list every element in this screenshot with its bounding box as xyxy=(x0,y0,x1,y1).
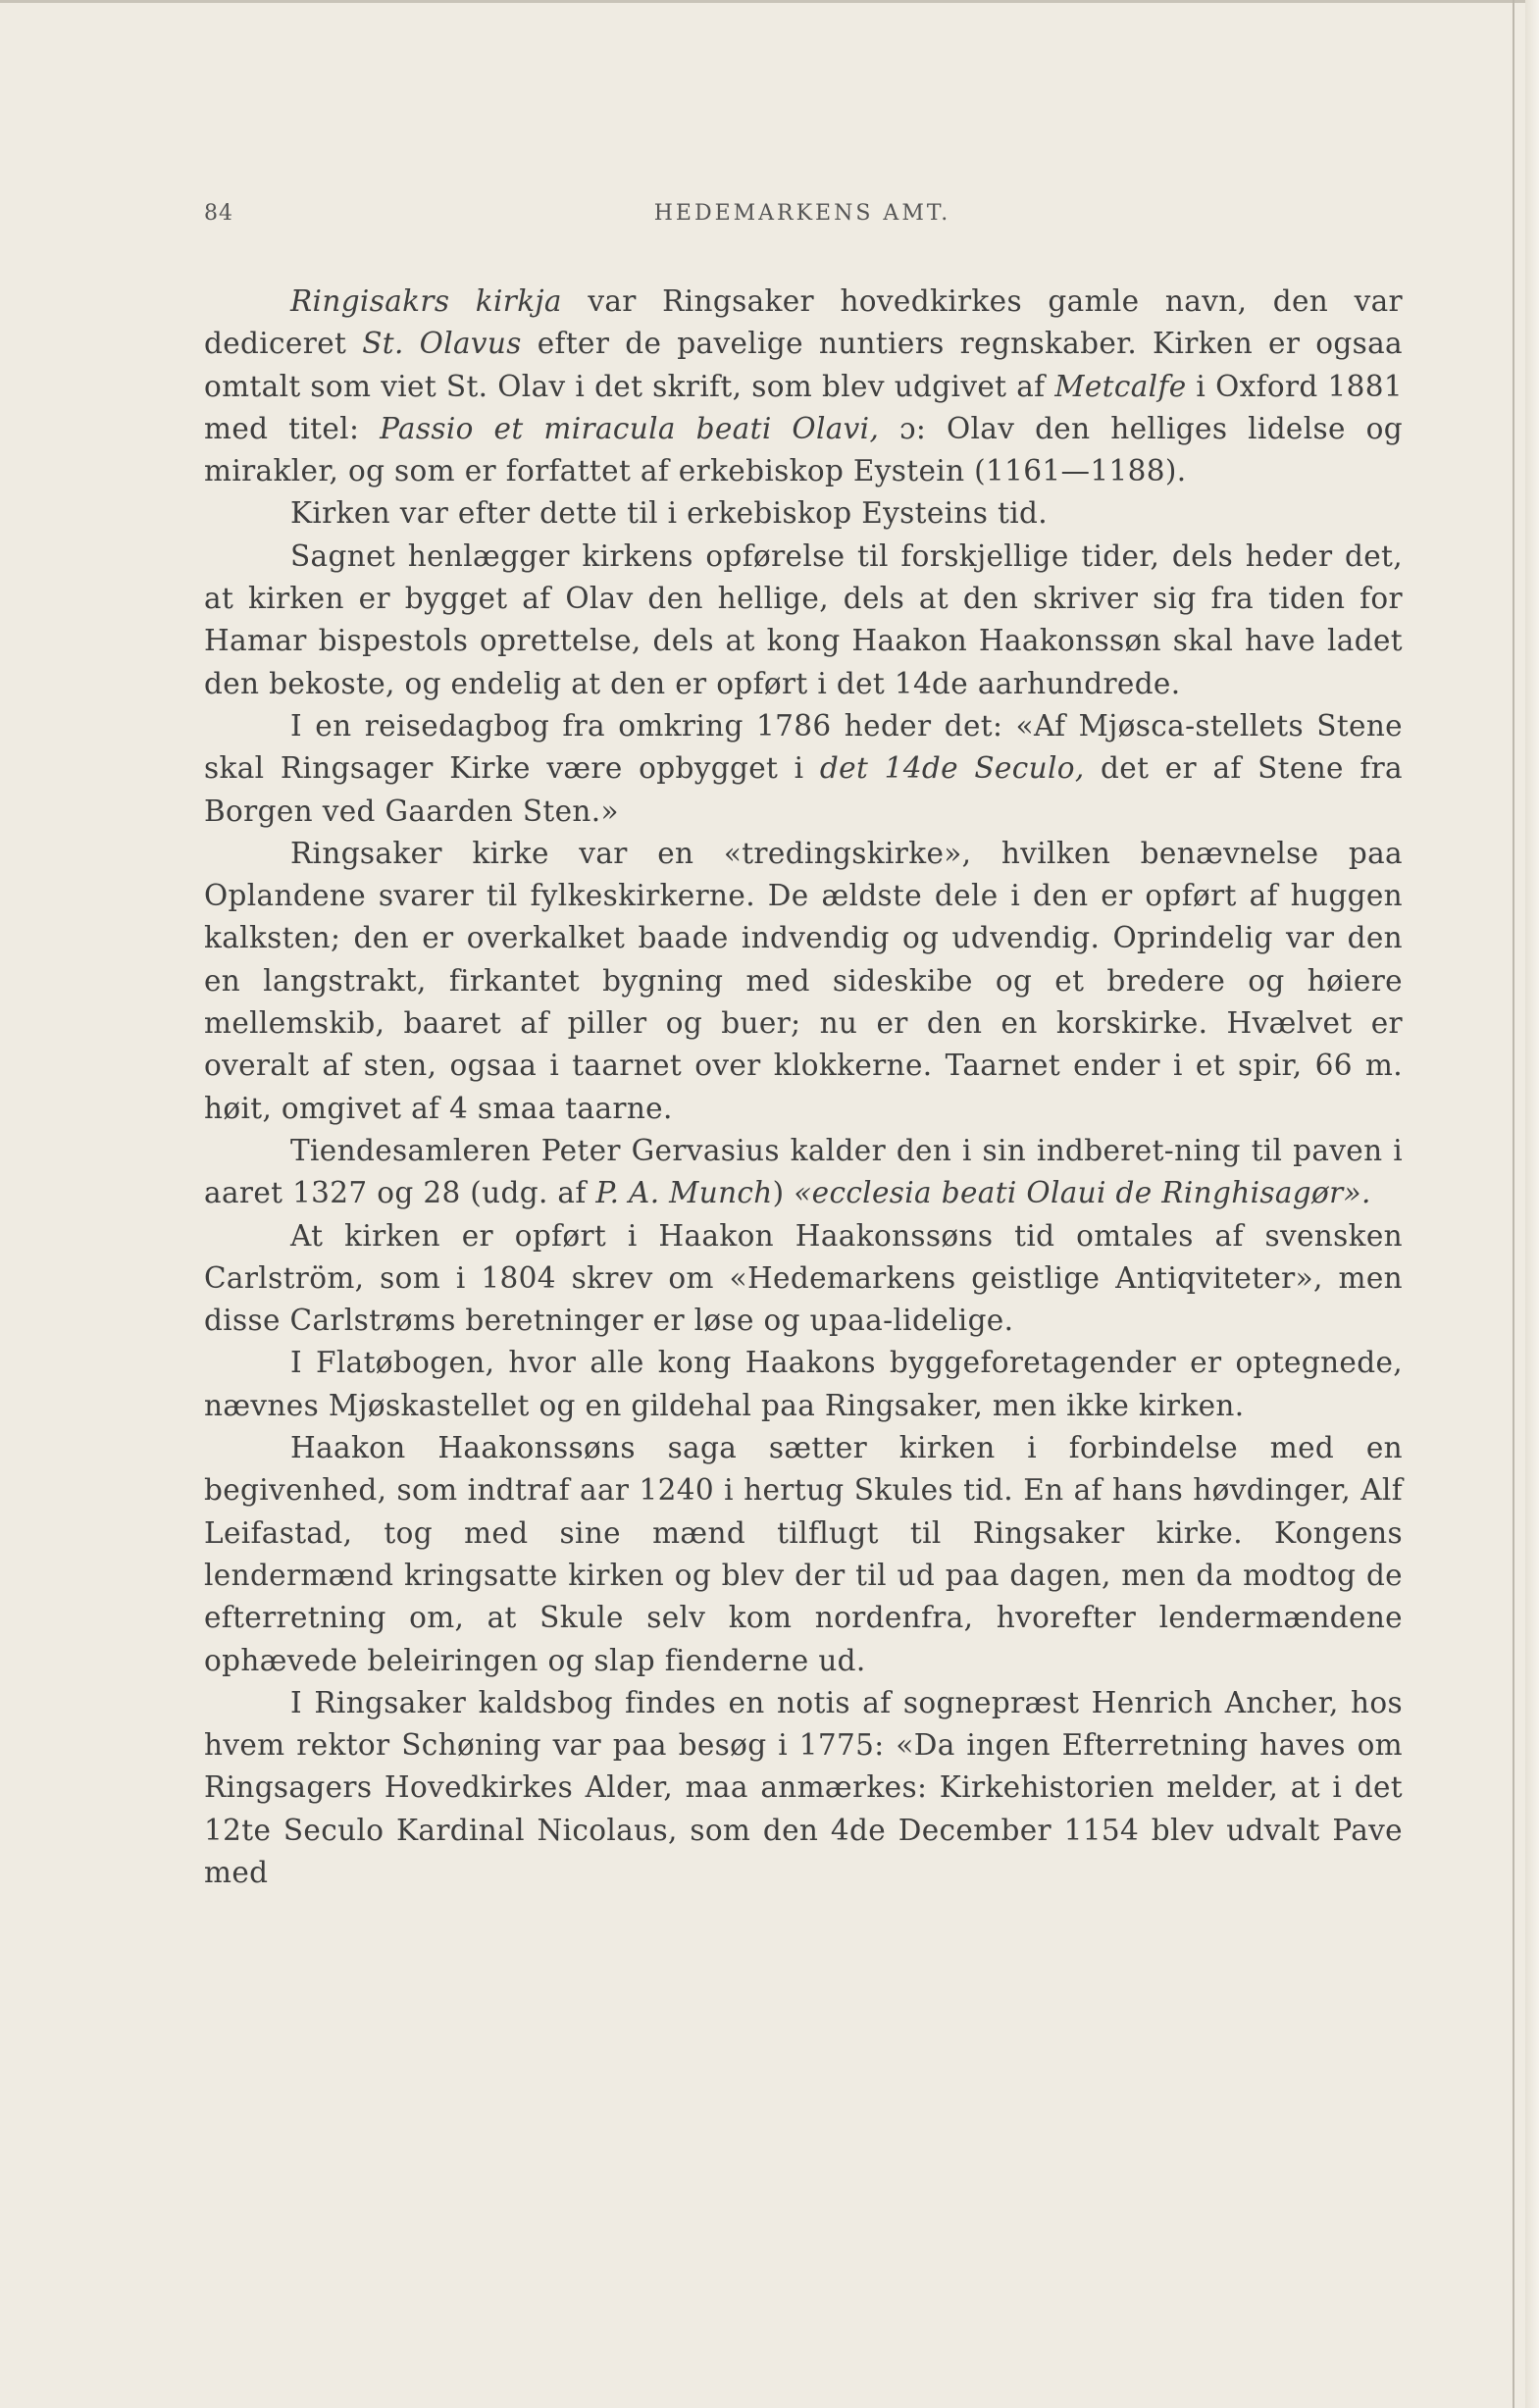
paragraph xyxy=(204,705,1403,833)
text-run: I en reisedagbog fra omkring 1786 heder det: «Af Mjøsca-stellets Stene skal Ringsager Kirke være opbygget i xyxy=(204,708,1403,786)
text-run: ɔ: Olav den helliges lidelse og mirakler, og som er forfattet af erkebiskop Eystein (1161—1188). xyxy=(204,411,1403,488)
paragraph xyxy=(204,1130,1403,1215)
paragraph xyxy=(204,833,1403,1130)
paragraph xyxy=(204,492,1403,535)
paragraph xyxy=(204,1342,1403,1427)
text-run: I Flatøbogen, hvor alle kong Haakons byggeforetagender er optegnede, nævnes Mjøskastellet og en gildehal paa Ringsaker, men ikke kirken. xyxy=(204,1346,1403,1422)
italic-run: Metcalfe xyxy=(1054,369,1187,403)
paragraph xyxy=(204,1215,1403,1343)
paragraph xyxy=(204,536,1403,705)
text-run: Tiendesamleren Peter Gervasius kalder den i sin indberet-ning til paven i aaret 1327 og 28 (udg. af xyxy=(204,1133,1403,1210)
page-header xyxy=(204,201,1401,240)
italic-run: P. A. Munch xyxy=(595,1176,773,1210)
paragraph xyxy=(204,1682,1403,1894)
text-run: At kirken er opført i Haakon Haakonssøns tid omtales af svensken Carlström, som i 1804 skrev om «Hedemarkens geistlige Antiqviteter», men disse Carlstrøms beretninger er løse og upaa-lidelige. xyxy=(204,1218,1403,1338)
running-title: HEDEMARKENS AMT. xyxy=(653,201,951,226)
text-run: Haakon Haakonssøns saga sætter kirken i forbindelse med en begivenhed, som indtraf aar 1240 i hertug Skules tid. En af hans høvdinger, Alf Leifastad, tog med sine mænd tilflugt til Ringsaker kirke. Kongens lendermænd kringsatte kirken og blev der til ud paa dagen, men da modtog de efterretning om, at Skule selv kom nordenfra, hvorefter lendermændene ophævede beleiringen og slap fienderne ud. xyxy=(204,1431,1403,1677)
text-run: Ringsaker kirke var en «tredingskirke», hvilken benævnelse paa Oplandene svarer til fylkeskirkerne. De ældste dele i den er opført af huggen kalksten; den er overkalket baade indvendig og udvendig. Oprindelig var den en langstrakt, firkantet bygning med sideskibe og et bredere og høiere mellemskib, baaret af piller og buer; nu er den en korskirke. Hvælvet er overalt af sten, ogsaa i taarnet over klokkerne. Taarnet ender i et spir, 66 m. høit, omgivet af 4 smaa taarne. xyxy=(204,836,1403,1125)
italic-run: «ecclesia beati Olaui de Ringhisagør». xyxy=(794,1176,1371,1210)
text-run: Kirken var efter dette til i erkebiskop Eysteins tid. xyxy=(290,496,1048,531)
text-run: Sagnet henlægger kirkens opførelse til forskjellige tider, dels heder det, at kirken er bygget af Olav den hellige, dels at den skriver sig fra tiden for Hamar bispestols oprettelse, dels at kong Haakon Haakonssøn skal have ladet den bekoste, og endelig at den er opført i det 14de aarhundrede. xyxy=(204,538,1403,700)
text-run: efter de pavelige nuntiers regnskaber. Kirken er ogsaa omtalt som viet St. Olav i det skrift, som blev udgivet af xyxy=(204,327,1403,403)
italic-run: det 14de Seculo, xyxy=(819,751,1085,786)
text-run: ) xyxy=(772,1176,795,1210)
top-edge xyxy=(0,0,1539,3)
body-text xyxy=(204,281,1403,1894)
italic-run: Ringisakrs kirkja xyxy=(290,284,562,318)
italic-run: Passio et miracula beati Olavi, xyxy=(380,411,880,445)
page-edge-line xyxy=(1513,0,1514,2408)
paragraph xyxy=(204,1427,1403,1682)
page-edge xyxy=(1525,0,1539,2408)
page-number: 84 xyxy=(204,201,233,226)
text-run: i Oxford 1881 med titel: xyxy=(204,369,1404,445)
text-run: I Ringsaker kaldsbog findes en notis af sognepræst Henrich Ancher, hos hvem rektor Schøning var paa besøg i 1775: «Da ingen Efterretning haves om Ringsagers Hovedkirkes Alder, maa anmærkes: Kirkehistorien melder, at i det 12te Seculo Kardinal Nicolaus, som den 4de December 1154 blev udvalt Pave med xyxy=(204,1685,1403,1889)
text-run: det er af Stene fra Borgen ved Gaarden Sten.» xyxy=(204,751,1403,828)
paragraph xyxy=(204,281,1403,492)
italic-run: St. Olavus xyxy=(362,327,522,361)
text-run: var Ringsaker hovedkirkes gamle navn, den var dediceret xyxy=(204,284,1403,361)
